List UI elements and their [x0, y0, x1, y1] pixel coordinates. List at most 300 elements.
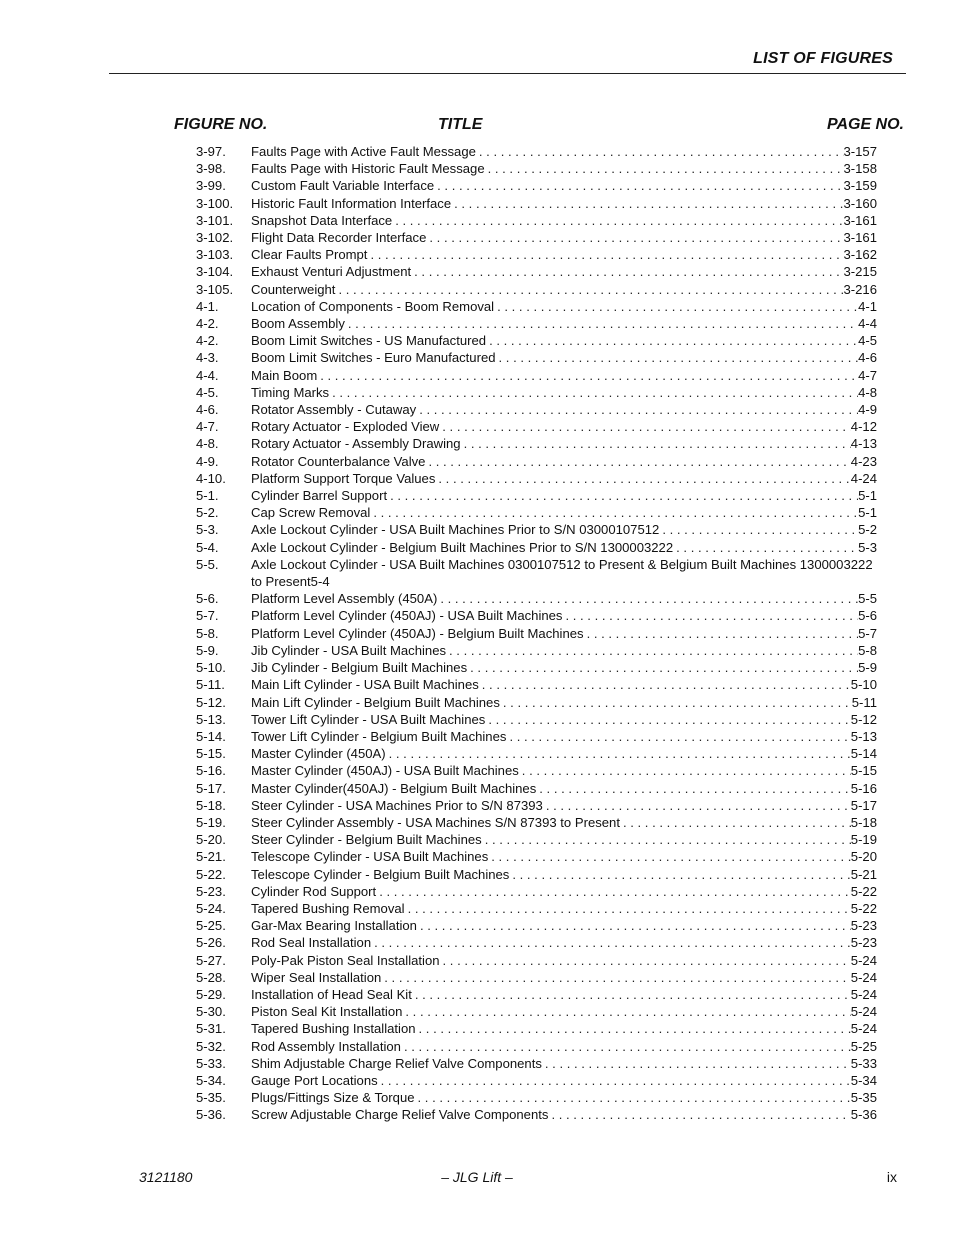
- figure-number: 5-4.: [196, 539, 219, 555]
- figure-number: 3-105.: [196, 281, 234, 297]
- figure-title: Master Cylinder (450AJ) - USA Built Machines: [251, 763, 519, 779]
- figure-number: 5-3.: [196, 522, 219, 538]
- figure-entry-body: [251, 229, 877, 246]
- figure-page-number: 5-24: [850, 1021, 877, 1037]
- figure-number: 5-30.: [196, 1004, 226, 1020]
- figure-entry-body: [251, 934, 877, 951]
- figure-title: Cylinder Rod Support: [251, 883, 377, 899]
- figure-number: 5-9.: [196, 642, 219, 658]
- figure-title: Rod Seal Installation: [251, 935, 372, 951]
- figure-page-number: 4-4: [858, 316, 877, 332]
- figure-entry[interactable]: [196, 797, 877, 814]
- figure-entry[interactable]: [196, 625, 877, 642]
- figure-title: Cap Screw Removal: [251, 505, 371, 521]
- figure-number: 4-2.: [196, 316, 219, 332]
- figure-page-number: 4-6: [858, 350, 877, 366]
- figure-entry-body: [251, 418, 877, 435]
- figure-entry[interactable]: [196, 384, 877, 401]
- dot-leader: [522, 762, 851, 779]
- column-heading-figure-no: FIGURE NO.: [174, 116, 268, 133]
- figure-entry-body: [251, 177, 877, 194]
- dot-leader: [497, 298, 858, 315]
- figure-title: Installation of Head Seal Kit: [251, 986, 412, 1002]
- figure-entry[interactable]: [196, 435, 877, 452]
- figure-page-number: 4-12: [850, 419, 877, 435]
- figure-title: Telescope Cylinder - Belgium Built Machines: [251, 866, 510, 882]
- figure-number: 4-1.: [196, 298, 219, 314]
- figure-page-number: 5-22: [850, 883, 877, 899]
- header-rule: [109, 73, 906, 74]
- figure-entry[interactable]: [196, 969, 877, 986]
- figure-entry[interactable]: [196, 848, 877, 865]
- figure-entry-body: [251, 349, 877, 366]
- figure-number: 5-1.: [196, 488, 219, 504]
- figure-number: 5-29.: [196, 986, 226, 1002]
- dot-leader: [332, 384, 858, 401]
- figure-page-number: 3-216: [843, 281, 877, 297]
- figure-entry[interactable]: [196, 642, 877, 659]
- figure-page-number: 4-8: [858, 384, 877, 400]
- figure-number: 4-3.: [196, 350, 219, 366]
- figure-entry[interactable]: [196, 1072, 877, 1089]
- figure-entry-body: [251, 195, 877, 212]
- figure-entry[interactable]: [196, 831, 877, 848]
- dot-leader: [623, 814, 851, 831]
- figure-number: 4-10.: [196, 470, 226, 486]
- figure-entry-body: [251, 625, 877, 642]
- figure-title: Boom Limit Switches - US Manufactured: [251, 333, 487, 349]
- figure-page-number: 5-24: [850, 952, 877, 968]
- figure-number: 3-104.: [196, 264, 234, 280]
- figure-title: Platform Level Assembly (450A): [251, 591, 438, 607]
- figure-title: Main Lift Cylinder - Belgium Built Machines: [251, 694, 500, 710]
- figure-number: 5-13.: [196, 711, 226, 727]
- figure-number: 3-101.: [196, 212, 234, 228]
- figure-page-number: 5-1: [858, 505, 877, 521]
- dot-leader: [499, 349, 859, 366]
- dot-leader: [419, 1020, 851, 1037]
- figure-entry[interactable]: [196, 246, 877, 263]
- figure-page-number: 5-35: [850, 1090, 877, 1106]
- figure-page-number: 5-15: [850, 763, 877, 779]
- figure-entry-body: [251, 470, 877, 487]
- figure-entry[interactable]: [196, 1106, 877, 1123]
- figure-entry-body: [251, 1055, 877, 1072]
- figure-number: 5-14.: [196, 728, 226, 744]
- figure-entry-body: [251, 281, 877, 298]
- dot-leader: [443, 952, 851, 969]
- figure-entry[interactable]: [196, 607, 877, 624]
- figure-entry-body: [251, 745, 877, 762]
- footer-doc-number: 3121180: [139, 1169, 193, 1185]
- figure-title: Platform Support Torque Values: [251, 470, 436, 486]
- dot-leader: [491, 848, 851, 865]
- figure-entry[interactable]: [196, 952, 877, 969]
- figure-entry[interactable]: [196, 470, 877, 487]
- figure-number: 4-5.: [196, 384, 219, 400]
- figure-entry-body: [251, 831, 877, 848]
- figure-number: 5-23.: [196, 883, 226, 899]
- figure-number: 3-97.: [196, 144, 226, 159]
- dot-leader: [503, 694, 852, 711]
- figure-page-number: 5-33: [850, 1055, 877, 1071]
- figure-title: Master Cylinder(450AJ) - Belgium Built Machines: [251, 780, 537, 796]
- dot-leader: [489, 332, 858, 349]
- figure-entry-body: [251, 900, 877, 917]
- dot-leader: [546, 797, 851, 814]
- figure-page-number: 5-2: [858, 522, 877, 538]
- figure-entry-body: [251, 1020, 877, 1037]
- figure-entry[interactable]: [196, 917, 877, 934]
- figure-number: 5-28.: [196, 969, 226, 985]
- figure-entry[interactable]: [196, 195, 877, 212]
- figure-entry-body: [251, 143, 877, 160]
- figure-page-number: 3-160: [843, 195, 877, 211]
- figure-title: Snapshot Data Interface: [251, 212, 393, 228]
- figure-number: 4-2.: [196, 333, 219, 349]
- figure-entry-body: [251, 315, 877, 332]
- figure-entry-body: [251, 435, 877, 452]
- figure-entry-body: [251, 298, 877, 315]
- figure-title: Main Lift Cylinder - USA Built Machines: [251, 677, 479, 693]
- figure-title: Boom Limit Switches - Euro Manufactured: [251, 350, 496, 366]
- figure-title: Master Cylinder (450A): [251, 746, 386, 762]
- figure-entry-body: [251, 367, 877, 384]
- figure-title: Boom Assembly: [251, 316, 345, 332]
- figure-entry[interactable]: [196, 418, 877, 435]
- figure-entry[interactable]: [196, 728, 877, 745]
- figure-title: Clear Faults Prompt: [251, 247, 368, 263]
- figure-entry[interactable]: [196, 160, 877, 177]
- figure-title: Piston Seal Kit Installation: [251, 1004, 403, 1020]
- figure-title: Main Boom: [251, 367, 318, 383]
- figure-number: 5-10.: [196, 660, 226, 676]
- figure-number: 5-6.: [196, 591, 219, 607]
- figure-number: 5-17.: [196, 780, 226, 796]
- figure-page-number: 5-23: [850, 918, 877, 934]
- dot-leader: [662, 521, 858, 538]
- figure-entry[interactable]: [196, 315, 877, 332]
- figure-entry-body: [251, 590, 877, 607]
- figure-number: 5-33.: [196, 1055, 226, 1071]
- figure-entry[interactable]: [196, 883, 877, 900]
- figure-entry[interactable]: [196, 212, 877, 229]
- figure-title: Faults Page with Historic Fault Message: [251, 161, 485, 177]
- figure-title: Rotator Assembly - Cutaway: [251, 402, 417, 418]
- figure-title: Flight Data Recorder Interface: [251, 230, 427, 246]
- figure-entry[interactable]: [196, 1055, 877, 1072]
- dot-leader: [509, 728, 850, 745]
- figure-entry[interactable]: [196, 539, 877, 556]
- dot-leader: [512, 866, 850, 883]
- figure-number: 5-35.: [196, 1090, 226, 1106]
- dot-leader: [379, 883, 851, 900]
- figure-page-number: 3-161: [843, 230, 877, 246]
- figure-entry-body: [251, 694, 877, 711]
- figure-title: Axle Lockout Cylinder - USA Built Machines 0300107512 to Present & Belgium Built Machines 1300003222 to Present5-4: [251, 556, 873, 590]
- figure-page-number: 5-18: [850, 814, 877, 830]
- figure-page-number: 5-3: [858, 539, 877, 555]
- figure-page-number: 5-24: [850, 986, 877, 1002]
- figure-number: 4-6.: [196, 402, 219, 418]
- figure-title: Rotary Actuator - Exploded View: [251, 419, 440, 435]
- figure-entry-body: [251, 401, 877, 418]
- figure-entry[interactable]: [196, 934, 877, 951]
- figure-entry[interactable]: [196, 780, 877, 797]
- figure-title: Timing Marks: [251, 384, 330, 400]
- figure-number: 5-19.: [196, 814, 226, 830]
- figure-entry[interactable]: [196, 1003, 877, 1020]
- figure-page-number: 5-16: [850, 780, 877, 796]
- figure-entry-body: [251, 1106, 877, 1123]
- figure-page-number: 3-162: [843, 247, 877, 263]
- dot-leader: [420, 917, 851, 934]
- figure-number: 5-18.: [196, 797, 226, 813]
- figure-page-number: 5-7: [858, 625, 877, 641]
- figure-page-number: 5-13: [850, 728, 877, 744]
- figure-entry-body: [251, 263, 877, 280]
- dot-leader: [374, 934, 851, 951]
- figure-entry[interactable]: [196, 504, 877, 521]
- figure-page-number: 4-13: [850, 436, 877, 452]
- figure-page-number: 5-14: [850, 746, 877, 762]
- figure-entry[interactable]: [196, 1020, 877, 1037]
- figure-entry[interactable]: [196, 711, 877, 728]
- dot-leader: [449, 642, 858, 659]
- figure-page-number: 5-36: [850, 1107, 877, 1123]
- figure-number: 3-103.: [196, 247, 234, 263]
- figure-entry[interactable]: [196, 900, 877, 917]
- figure-number: 3-100.: [196, 195, 234, 211]
- figure-page-number: 5-1: [858, 488, 877, 504]
- figure-title: Jib Cylinder - USA Built Machines: [251, 642, 447, 658]
- dot-leader: [320, 367, 858, 384]
- figure-entry-body: [251, 539, 877, 556]
- figure-page-number: 4-1: [858, 298, 877, 314]
- figure-number: 5-36.: [196, 1107, 226, 1123]
- figure-entry-body: [251, 952, 877, 969]
- figure-page-number: 5-8: [858, 642, 877, 658]
- figure-entry[interactable]: [196, 521, 877, 538]
- figure-entry[interactable]: [196, 298, 877, 315]
- footer-publisher: – JLG Lift –: [441, 1169, 513, 1185]
- figure-title: Tower Lift Cylinder - USA Built Machines: [251, 711, 486, 727]
- figure-entry-body: [251, 521, 877, 538]
- figure-title: Faults Page with Active Fault Message: [251, 144, 476, 159]
- figure-title: Rotator Counterbalance Valve: [251, 453, 426, 469]
- dot-leader: [414, 263, 843, 280]
- figure-number: 4-9.: [196, 453, 219, 469]
- figure-entry-body: [251, 728, 877, 745]
- figure-entry[interactable]: [196, 745, 877, 762]
- dot-leader: [454, 195, 843, 212]
- figure-title: Tower Lift Cylinder - Belgium Built Machines: [251, 728, 507, 744]
- figure-number: 5-32.: [196, 1038, 226, 1054]
- figure-entry[interactable]: [196, 694, 877, 711]
- figure-page-number: 5-24: [850, 1004, 877, 1020]
- dot-leader: [405, 1003, 850, 1020]
- column-heading-title: TITLE: [438, 116, 483, 133]
- figure-number: 5-16.: [196, 763, 226, 779]
- figure-entry-body: [251, 1089, 877, 1106]
- dot-leader: [479, 143, 844, 160]
- figure-title: Platform Level Cylinder (450AJ) - USA Built Machines: [251, 608, 563, 624]
- figure-number: 5-8.: [196, 625, 219, 641]
- figure-entry-body: [251, 607, 877, 624]
- figure-entry[interactable]: [196, 590, 877, 607]
- dot-leader: [470, 659, 858, 676]
- figure-page-number: 3-159: [843, 178, 877, 194]
- figure-page-number: 3-161: [843, 212, 877, 228]
- figure-entry[interactable]: [196, 281, 877, 298]
- figure-entry-body: [251, 814, 877, 831]
- figure-entry[interactable]: [196, 659, 877, 676]
- figure-entry[interactable]: [196, 986, 877, 1003]
- figure-title: Rod Assembly Installation: [251, 1038, 401, 1054]
- column-heading-page-no: PAGE NO.: [826, 116, 904, 133]
- dot-leader: [428, 453, 850, 470]
- figure-number: 5-15.: [196, 746, 226, 762]
- figure-page-number: 5-10: [850, 677, 877, 693]
- figure-title: Poly-Pak Piston Seal Installation: [251, 952, 440, 968]
- figure-page-number: 5-34: [850, 1072, 877, 1088]
- dot-leader: [390, 487, 858, 504]
- figure-title: Custom Fault Variable Interface: [251, 178, 435, 194]
- figure-entry-body: [251, 212, 877, 229]
- figure-entry-body: [251, 711, 877, 728]
- figure-page-number: 4-9: [858, 402, 877, 418]
- figure-number: 5-22.: [196, 866, 226, 882]
- figure-title: Axle Lockout Cylinder - USA Built Machines Prior to S/N 03000107512: [251, 522, 660, 538]
- figure-entry[interactable]: [196, 1038, 877, 1055]
- figure-page-number: 5-11: [851, 694, 877, 710]
- figure-entry-body: [251, 797, 877, 814]
- dot-leader: [419, 401, 858, 418]
- figure-title: Jib Cylinder - Belgium Built Machines: [251, 660, 468, 676]
- figure-number: 5-27.: [196, 952, 226, 968]
- figure-entry-body: [251, 866, 877, 883]
- figure-page-number: 5-22: [850, 900, 877, 916]
- figure-entry[interactable]: [196, 177, 877, 194]
- figure-title: Tapered Bushing Installation: [251, 1021, 416, 1037]
- figure-number: 5-31.: [196, 1021, 226, 1037]
- figure-entry-body: [251, 332, 877, 349]
- figure-entry[interactable]: [196, 676, 877, 693]
- figure-title: Axle Lockout Cylinder - Belgium Built Machines Prior to S/N 1300003222: [251, 539, 674, 555]
- figure-entry[interactable]: [196, 453, 877, 470]
- figure-title: Exhaust Venturi Adjustment: [251, 264, 412, 280]
- figure-entry-body: [251, 762, 877, 779]
- figure-page-number: 3-157: [843, 144, 877, 159]
- dot-leader: [539, 780, 851, 797]
- figure-entry-body: [251, 504, 877, 521]
- figure-entry[interactable]: [196, 1089, 877, 1106]
- figure-entry[interactable]: [196, 367, 877, 384]
- figure-number: 5-11.: [196, 677, 225, 693]
- figure-title: Cylinder Barrel Support: [251, 488, 388, 504]
- figure-entry[interactable]: [196, 814, 877, 831]
- figure-entry-body: [251, 848, 877, 865]
- figure-entry[interactable]: [196, 866, 877, 883]
- figure-number: 3-102.: [196, 230, 234, 246]
- figure-title: Historic Fault Information Interface: [251, 195, 452, 211]
- figure-entry[interactable]: [196, 229, 877, 246]
- dot-leader: [384, 969, 851, 986]
- figure-entry-body: [251, 986, 877, 1003]
- dot-leader: [408, 900, 851, 917]
- dot-leader: [545, 1055, 851, 1072]
- figure-page-number: 3-158: [843, 161, 877, 177]
- figure-entry-body: [251, 659, 877, 676]
- figure-entry-body: [251, 160, 877, 177]
- figure-number: 5-34.: [196, 1072, 226, 1088]
- figure-title: Plugs/Fittings Size & Torque: [251, 1090, 415, 1106]
- figure-number: 4-8.: [196, 436, 219, 452]
- figure-entry-body: [251, 642, 877, 659]
- dot-leader: [442, 418, 851, 435]
- figure-entry[interactable]: [196, 349, 877, 366]
- figure-page-number: 4-24: [850, 470, 877, 486]
- figure-page-number: 5-6: [858, 608, 877, 624]
- figure-list: [196, 143, 877, 1124]
- figure-entry[interactable]: [196, 143, 877, 160]
- figure-number: 5-21.: [196, 849, 226, 865]
- dot-leader: [551, 1106, 850, 1123]
- figure-entry[interactable]: [196, 762, 877, 779]
- figure-page-number: 5-23: [850, 935, 877, 951]
- figure-number: 3-98.: [196, 161, 226, 177]
- dot-leader: [464, 435, 851, 452]
- figure-entry-body: [251, 453, 877, 470]
- dot-leader: [395, 212, 843, 229]
- figure-number: 5-25.: [196, 918, 226, 934]
- dot-leader: [415, 986, 851, 1003]
- figure-entry[interactable]: [196, 401, 877, 418]
- dot-leader: [338, 281, 843, 298]
- figure-entry[interactable]: [196, 487, 877, 504]
- figure-title: Shim Adjustable Charge Relief Valve Components: [251, 1055, 542, 1071]
- figure-page-number: 5-19: [850, 832, 877, 848]
- figure-page-number: 5-20: [850, 849, 877, 865]
- figure-number: 3-99.: [196, 178, 226, 194]
- figure-number: 4-7.: [196, 419, 219, 435]
- dot-leader: [437, 177, 843, 194]
- dot-leader: [370, 246, 843, 263]
- figure-number: 5-24.: [196, 900, 226, 916]
- figure-entry[interactable]: [196, 556, 877, 590]
- figure-title: Gauge Port Locations: [251, 1072, 378, 1088]
- dot-leader: [389, 745, 851, 762]
- figure-number: 4-4.: [196, 367, 219, 383]
- figure-entry-body: [251, 883, 877, 900]
- figure-number: 5-2.: [196, 505, 219, 521]
- figure-number: 5-12.: [196, 694, 226, 710]
- figure-entry[interactable]: [196, 263, 877, 280]
- dot-leader: [565, 607, 858, 624]
- figure-page-number: 5-17: [850, 797, 877, 813]
- dot-leader: [676, 539, 858, 556]
- figure-entry-body: [251, 556, 877, 590]
- figure-title: Steer Cylinder - USA Machines Prior to S/N 87393: [251, 797, 543, 813]
- figure-title: Steer Cylinder - Belgium Built Machines: [251, 832, 482, 848]
- figure-page-number: 4-5: [858, 333, 877, 349]
- figure-title: Tapered Bushing Removal: [251, 900, 405, 916]
- dot-leader: [418, 1089, 851, 1106]
- figure-entry-body: [251, 917, 877, 934]
- figure-entry[interactable]: [196, 332, 877, 349]
- figure-title: Wiper Seal Installation: [251, 969, 382, 985]
- figure-title: Screw Adjustable Charge Relief Valve Components: [251, 1107, 549, 1123]
